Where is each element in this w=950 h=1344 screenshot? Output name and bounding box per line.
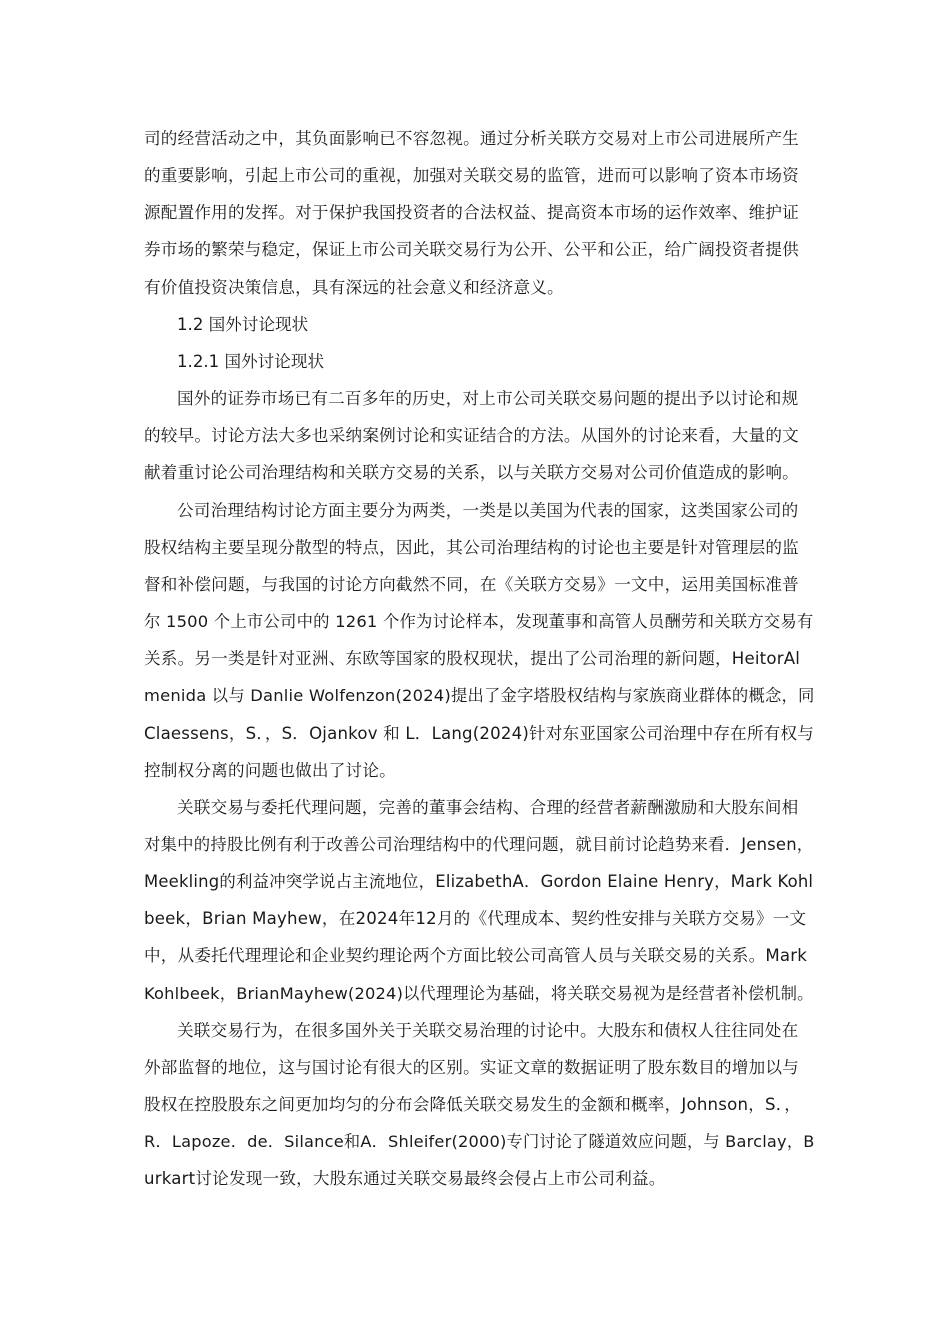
paragraph bbox=[144, 789, 814, 1012]
text-line: 源配置作用的发挥。对于保护我国投资者的合法权益、提高资本市场的运作效率、维护证 bbox=[144, 203, 799, 223]
text-line: 有价值投资决策信息，具有深远的社会意义和经济意义。 bbox=[144, 277, 564, 297]
text-line: 外部监督的地位，这与国讨论有很大的区别。实证文章的数据证明了股东数目的增加以与 bbox=[144, 1057, 799, 1077]
text-line: 督和补偿问题，与我国的讨论方向截然不同，在《关联方交易》一文中，运用美国标准普 bbox=[144, 574, 799, 594]
text-line: 控制权分离的问题也做出了讨论。 bbox=[144, 760, 396, 780]
text-line: 关联交易与委托代理问题，完善的董事会结构、合理的经营者薪酬激励和大股东间相 bbox=[177, 797, 799, 817]
text-line: 券市场的繁荣与稳定，保证上市公司关联交易行为公开、公平和公正，给广阔投资者提供 bbox=[144, 240, 799, 260]
text-line: 的较早。讨论方法大多也采纳案例讨论和实证结合的方法。从国外的讨论来看，大量的文 bbox=[144, 426, 799, 446]
text-line: 尔 1500 个上市公司中的 1261 个作为讨论样本，发现董事和高管人员酬劳和关联方交易有 bbox=[144, 612, 814, 632]
text-line: 股权在控股股东之间更加均匀的分布会降低关联交易发生的金额和概率，Johnson，S．， bbox=[144, 1095, 802, 1115]
section-heading: 1.2.1 国外讨论现状 bbox=[177, 351, 325, 371]
paragraph bbox=[144, 1012, 814, 1198]
text-line: 对集中的持股比例有利于改善公司治理结构中的代理问题，就目前讨论趋势来看．Jensen， bbox=[144, 834, 814, 854]
body-text bbox=[144, 120, 814, 1198]
paragraph bbox=[144, 380, 814, 491]
paragraph bbox=[144, 492, 814, 789]
text-line: 国外的证券市场已有二百多年的历史，对上市公司关联交易问题的提出予以讨论和规 bbox=[177, 389, 799, 409]
text-line: 的重要影响，引起上市公司的重视，加强对关联交易的监管，进而可以影响了资本市场资 bbox=[144, 166, 799, 186]
text-line: beek，Brian Mayhew，在2024年12月的《代理成本、契约性安排与关联方交易》一文 bbox=[144, 909, 807, 929]
text-line: 公司治理结构讨论方面主要分为两类，一类是以美国为代表的国家，这类国家公司的 bbox=[177, 500, 799, 520]
text-line: Kohlbeek，BrianMayhew(2024)以代理理论为基础，将关联交易视为是经营者补偿机制。 bbox=[144, 983, 814, 1003]
text-line: Meekling的利益冲突学说占主流地位，ElizabethA．Gordon Elaine Henry，Mark Kohl bbox=[144, 872, 814, 892]
section-heading: 1.2 国外讨论现状 bbox=[177, 314, 309, 334]
text-line: Claessens，S．，S．Ojankov 和 L．Lang(2024)针对东亚国家公司治理中存在所有权与 bbox=[144, 723, 814, 743]
text-line: 献着重讨论公司治理结构和关联方交易的关系，以与关联方交易对公司价值造成的影响。 bbox=[144, 463, 799, 483]
text-line: 关系。另一类是针对亚洲、东欧等国家的股权现状，提出了公司治理的新问题，HeitorAl bbox=[144, 649, 801, 669]
text-line: 关联交易行为，在很多国外关于关联交易治理的讨论中。大股东和债权人往往同处在 bbox=[177, 1020, 799, 1040]
text-line: 中，从委托代理理论和企业契约理论两个方面比较公司高管人员与关联交易的关系。Mark bbox=[144, 946, 808, 966]
text-line: 股权结构主要呈现分散型的特点，因此，其公司治理结构的讨论也主要是针对管理层的监 bbox=[144, 537, 799, 557]
text-line: R．Lapoze．de．Silance和A．Shleifer(2000)专门讨论了隧道效应问题，与 Barclay，B bbox=[144, 1132, 815, 1152]
text-line: menida 以与 Danlie Wolfenzon(2024)提出了金字塔股权结构与家族商业群体的概念，同 bbox=[144, 686, 815, 706]
text-line: urkart讨论发现一致，大股东通过关联交易最终会侵占上市公司利益。 bbox=[144, 1169, 666, 1189]
text-line: 司的经营活动之中，其负面影响已不容忽视。通过分析关联方交易对上市公司进展所产生 bbox=[144, 129, 799, 148]
paragraph bbox=[144, 120, 814, 306]
